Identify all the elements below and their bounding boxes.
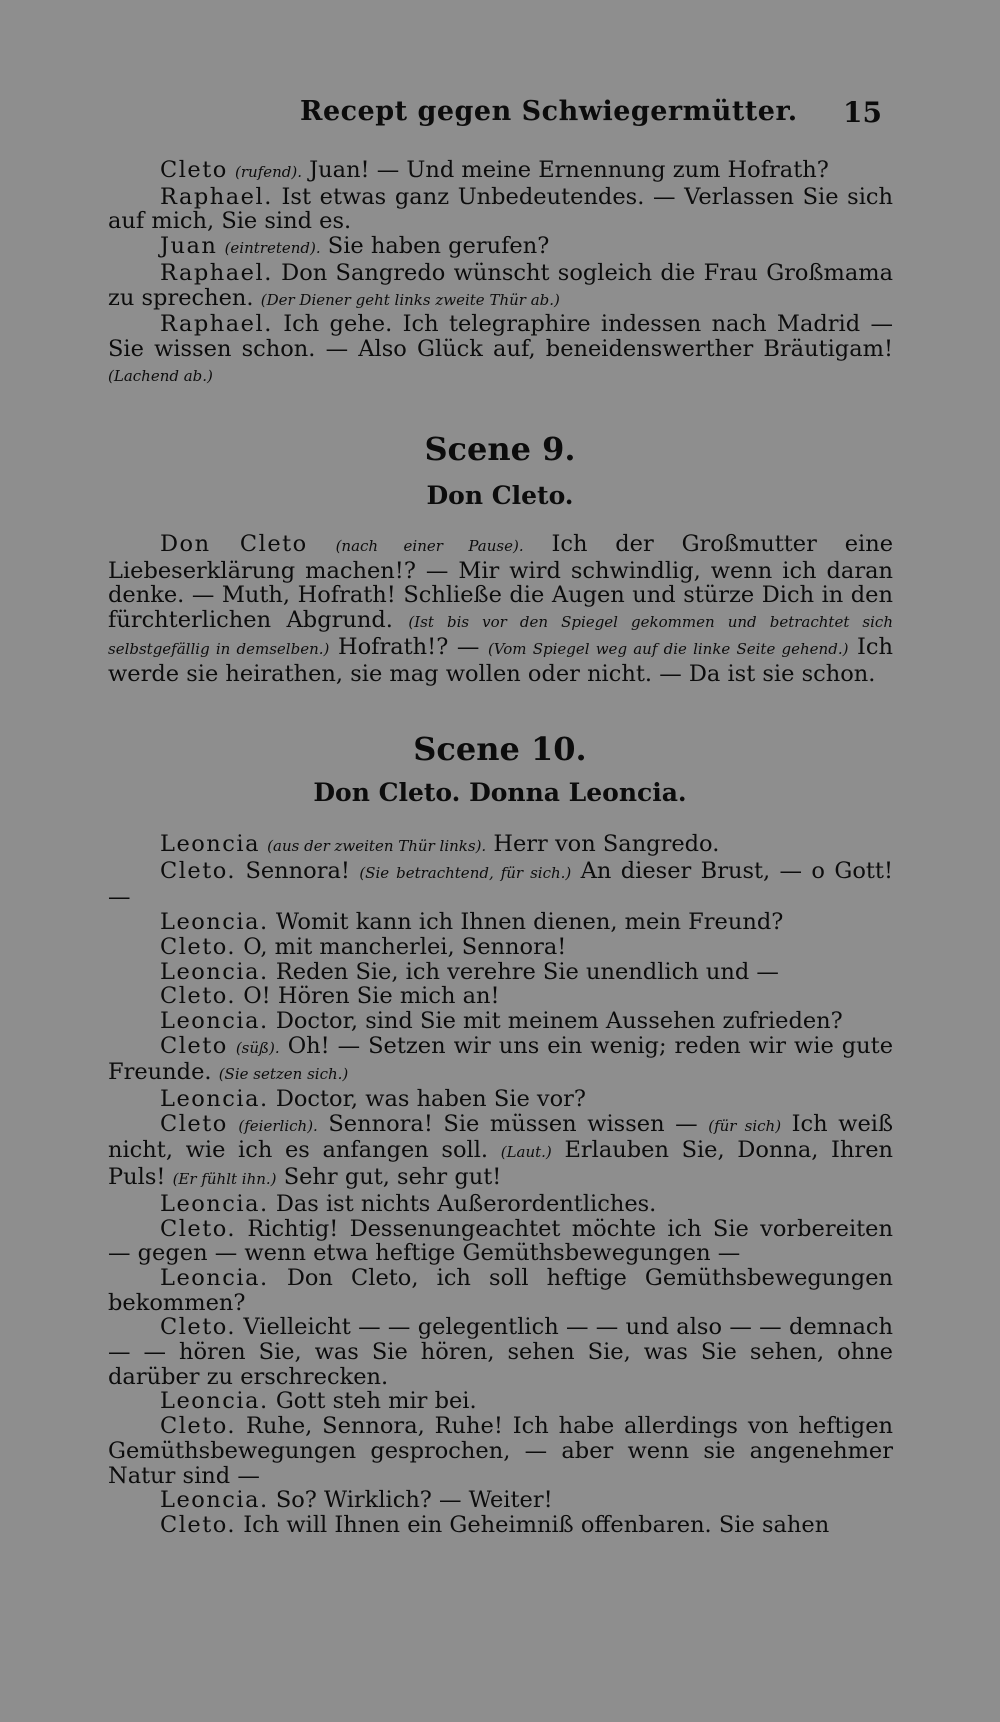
stage-direction: (Vom Spiegel weg auf die linke Seite gehend.) [487, 639, 849, 658]
line-text: Ich will Ihnen ein Geheimniß offenbaren. Sie sahen [243, 1511, 830, 1538]
dialogue-line [108, 960, 893, 985]
stage-direction: (aus der zweiten Thür links). [267, 837, 487, 855]
scene-9-cast: Don Cleto. [426, 481, 574, 510]
line-text: Ruhe, Sennora, Ruhe! Ich habe allerdings von heftigen Gemüthsbewegungen gesprochen, — aber wenn sie angenehmer Natur sind — [108, 1413, 893, 1489]
line-text: Doctor, was haben Sie vor? [275, 1086, 586, 1113]
speaker-name: Juan [160, 233, 218, 260]
dialogue-line [108, 185, 893, 234]
line-text: Richtig! Dessenungeachtet möchte ich Sie vorbereiten — gegen — wenn etwa heftige Gemüthsbewegungen — [108, 1215, 893, 1267]
stage-direction: (für sich) [708, 1116, 782, 1135]
speaker-name: Don Cleto [160, 531, 308, 557]
scene-10-title: Scene 10. [413, 730, 587, 768]
dialogue-line [108, 935, 893, 960]
line-text: Oh! — Setzen wir uns ein wenig; reden wir wie gute Freunde. [108, 1032, 894, 1086]
speaker-name: Leoncia. [160, 1007, 269, 1034]
dialogue-line [108, 234, 893, 261]
stage-direction: (Lachend ab.) [108, 366, 213, 385]
stage-direction: (Ist bis vor den Spiegel gekommen und betrachtet sich selbstgefällig in demselben.) [108, 613, 893, 658]
dialogue-line [108, 1389, 893, 1414]
speaker-name: Raphael. [160, 183, 273, 210]
stage-direction: (Er fühlt ihn.) [172, 1170, 277, 1189]
dialogue-line [108, 910, 893, 935]
dialogue-line [108, 1034, 893, 1087]
line-text: Juan! — Und meine Ernennung zum Hofrath? [309, 157, 829, 183]
dialogue-line [108, 984, 893, 1009]
speaker-name: Cleto [160, 1110, 228, 1137]
dialogue-line [108, 1315, 893, 1389]
speaker-name: Cleto. [160, 933, 237, 960]
monologue-paragraph [108, 532, 893, 686]
stage-direction: (süß). [235, 1038, 280, 1057]
speaker-name: Cleto [160, 157, 228, 183]
scene-9-body [108, 532, 893, 686]
dialogue-line [108, 1087, 893, 1112]
speaker-name: Raphael. [160, 259, 273, 286]
line-text: Ich gehe. Ich telegraphire indessen nach Madrid — Sie wissen schon. — Also Glück auf, beneidenswerther Bräutigam! [108, 311, 893, 362]
dialogue-line [108, 1513, 893, 1538]
line-text: Ich der Großmutter eine Liebeserklärung machen!? — Mir wird schwindlig, wenn ich daran denke. — Muth, Hofrath! Schließe die Augen und stürze Dich in den fürchterlichen Abgrund. [108, 531, 894, 634]
page-header [0, 96, 1000, 136]
line-text: Sennora! Sie müssen wissen — [328, 1110, 698, 1137]
line-text: Sie haben gerufen? [327, 233, 550, 260]
line-text: So? Wirklich? — Weiter! [275, 1487, 553, 1514]
line-text: Das ist nichts Außerordentliches. [275, 1190, 657, 1217]
dialogue-line [108, 1488, 893, 1513]
line-text: Gott steh mir bei. [275, 1388, 477, 1415]
line-text: Ist etwas ganz Unbedeutendes. — Verlassen Sie sich auf mich, Sie sind es. [108, 183, 894, 235]
dialogue-line [108, 1266, 893, 1315]
speaker-name: Leoncia. [160, 909, 269, 936]
line-text: O! Hören Sie mich an! [243, 983, 500, 1010]
speaker-name: Cleto. [160, 857, 237, 884]
speaker-name: Cleto. [160, 1511, 237, 1538]
line-text: Hofrath!? — [337, 633, 480, 660]
line-text: Doctor, sind Sie mit meinem Aussehen zufrieden? [275, 1007, 843, 1034]
page-number: 15 [843, 96, 882, 129]
speaker-name: Cleto. [160, 1215, 237, 1242]
line-text: Ich werde sie heirathen, sie mag wollen oder nicht. — Da ist sie schon. [108, 633, 894, 687]
line-text: An dieser Brust, — o Gott! — [108, 857, 893, 911]
dialogue-line [108, 832, 893, 859]
scene-10-body [108, 832, 893, 1538]
stage-direction: (nach einer Pause). [335, 537, 524, 555]
speaker-name: Cleto. [160, 1413, 237, 1440]
speaker-name: Cleto [160, 1032, 228, 1059]
speaker-name: Cleto. [160, 1314, 237, 1341]
dialogue-line [108, 1217, 893, 1266]
dialogue-line [108, 158, 893, 185]
line-text: Don Cleto, ich soll heftige Gemüthsbewegungen bekommen? [108, 1264, 893, 1316]
line-text: Ich weiß nicht, wie ich es anfangen soll. [108, 1110, 894, 1164]
stage-direction: (Laut.) [500, 1143, 552, 1162]
line-text: Herr von Sangredo. [493, 831, 720, 857]
stage-direction: (Sie betrachtend, für sich.) [359, 863, 572, 882]
stage-direction: (eintretend). [224, 239, 321, 258]
dialogue-line [108, 261, 893, 312]
speaker-name: Leoncia. [160, 1190, 269, 1217]
line-text: Vielleicht — — gelegentlich — — und also — — demnach — — hören Sie, was Sie hören, sehen Sie, was Sie sehen, ohne darüber zu erschrecken. [108, 1314, 893, 1390]
dialogue-line [108, 1112, 893, 1192]
dialogue-line [108, 1414, 893, 1488]
running-title: Recept gegen Schwiegermütter. [300, 96, 798, 127]
line-text: O, mit mancherlei, Sennora! [243, 933, 567, 960]
speaker-name: Cleto. [160, 983, 237, 1010]
speaker-name: Raphael. [160, 311, 273, 338]
stage-direction: (Der Diener geht links zweite Thür ab.) [260, 290, 560, 309]
line-text: Sehr gut, sehr gut! [283, 1164, 502, 1191]
dialogue-line [108, 859, 893, 910]
dialogue-block-1 [108, 158, 893, 388]
speaker-name: Leoncia [160, 831, 261, 857]
stage-direction: (Sie setzen sich.) [218, 1065, 349, 1084]
line-text: Erlauben Sie, Donna, Ihren Puls! [108, 1137, 893, 1191]
speaker-name: Leoncia. [160, 1264, 269, 1291]
line-text: Reden Sie, ich verehre Sie unendlich und — [275, 958, 779, 985]
line-text: Don Sangredo wünscht sogleich die Frau Großmama zu sprechen. [108, 259, 893, 311]
speaker-name: Leoncia. [160, 1086, 269, 1113]
stage-direction: (feierlich). [238, 1116, 318, 1135]
stage-direction: (rufend). [234, 163, 302, 181]
dialogue-line [108, 312, 893, 388]
scene-9-title: Scene 9. [424, 430, 576, 468]
dialogue-line [108, 1192, 893, 1217]
speaker-name: Leoncia. [160, 1388, 269, 1415]
scene-10-cast: Don Cleto. Donna Leoncia. [313, 778, 687, 807]
speaker-name: Leoncia. [160, 1487, 269, 1514]
speaker-name: Leoncia. [160, 958, 269, 985]
dialogue-line [108, 1009, 893, 1034]
line-text: Womit kann ich Ihnen dienen, mein Freund? [275, 909, 784, 936]
line-text: Sennora! [245, 857, 350, 884]
